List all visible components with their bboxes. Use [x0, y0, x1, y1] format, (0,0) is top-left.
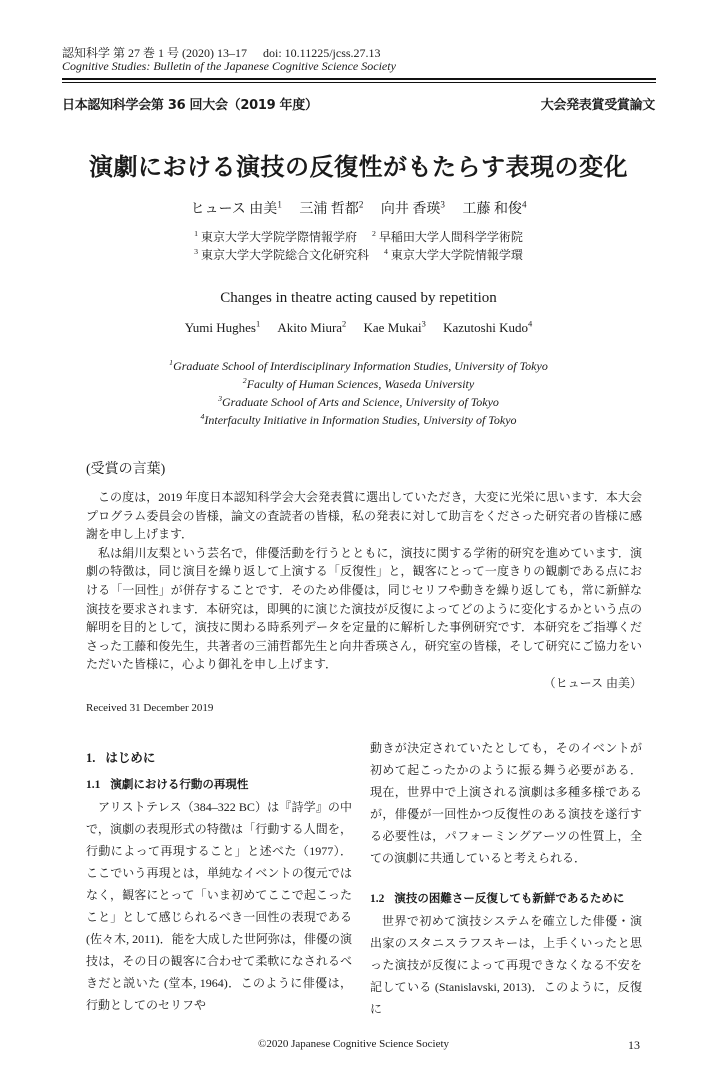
authors-en — [0, 320, 717, 336]
affiliation-name: Faculty of Human Sciences, Waseda University — [246, 377, 475, 391]
author-ja — [299, 199, 364, 217]
author-mark: 2 — [342, 318, 347, 329]
author-mark: 3 — [440, 199, 445, 210]
affiliation-name: 東京大学大学院総合文化研究科 — [200, 248, 369, 262]
author-en — [277, 320, 346, 335]
doi-link[interactable]: doi: 10.11225/jcss.27.13 — [263, 46, 381, 60]
affiliation-en — [0, 395, 717, 410]
author-mark: 4 — [527, 318, 533, 329]
award-paragraph: この度は，2019 年度日本認知科学会大会発表賞に選出していただき，大変に光栄に思います．本大会プログラム委員会の皆様，論文の査読者の皆様，私の発表に対して助言をくださった研究者の皆様に感謝を申し上げます． — [86, 490, 642, 542]
copyright-footer: ©2020 Japanese Cognitive Science Society — [258, 1037, 450, 1050]
affiliation-ja — [194, 230, 357, 244]
paper-title-ja: 演劇における演技の反復性がもたらす表現の変化 — [89, 153, 628, 181]
lower-content — [86, 458, 642, 1073]
author-ja — [380, 199, 445, 217]
affiliations-ja-row2 — [0, 246, 717, 263]
author-en — [364, 320, 426, 335]
body-column-right — [370, 737, 642, 1020]
award-statement-heading: (受賞の言葉) — [86, 462, 166, 477]
body-paragraph: 動きが決定されていたとしても，そのイベントが初めて起こったかのように振る舞う必要がある．現在，世界中で上演される演劇は多種多様であるが，俳優が一回性かつ反復性のある演技を遂行する必要性は，パフォーミングアーツの性質上，全ての演劇に共通していると考えられる． — [370, 740, 642, 865]
section-title: はじめに — [105, 749, 156, 765]
affiliation-mark: 3 — [194, 247, 198, 256]
author-mark: 3 — [421, 318, 426, 329]
author-ja — [190, 199, 282, 217]
affiliation-ja — [194, 248, 369, 262]
affiliation-mark: 1 — [194, 229, 198, 238]
header-rule-thin — [62, 82, 656, 83]
affiliation-ja — [372, 230, 523, 244]
author-name: 三浦 哲都 — [299, 202, 359, 217]
conference-label: 日本認知科学会第 36 回大会（2019 年度） — [62, 98, 318, 113]
authors-ja — [0, 198, 717, 218]
affiliation-en — [0, 377, 717, 392]
affiliation-name: 早稲田大学人間科学学術院 — [378, 230, 523, 244]
subsection-number: 1.1 — [86, 778, 101, 791]
section-number: 1. — [86, 750, 96, 765]
subsection-title: 演劇における行動の再現性 — [110, 776, 249, 791]
affiliation-en — [0, 413, 717, 428]
journal-name-en: Cognitive Studies: Bulletin of the Japanese Cognitive Science Society — [62, 59, 396, 73]
affiliation-mark: 2 — [372, 229, 376, 238]
author-name: 工藤 和俊 — [462, 202, 522, 217]
subsection-heading — [370, 887, 642, 910]
affiliation-name: 東京大学大学院学際情報学府 — [200, 230, 357, 244]
author-en — [443, 320, 532, 335]
author-en — [185, 320, 260, 335]
affiliation-ja — [384, 248, 523, 262]
paper-title-en: Changes in theatre acting caused by repetition — [220, 290, 497, 306]
affiliation-en — [0, 359, 717, 374]
affiliation-name: Graduate School of Interdisciplinary Information Studies, University of Tokyo — [173, 359, 548, 373]
section-heading — [86, 747, 352, 769]
author-mark: 4 — [521, 199, 527, 210]
body-paragraph: アリストテレス（384–322 BC）は『詩学』の中で，演劇の表現形式の特徴は「行動する人間を，行動によって再現すること」と述べた（1977）．ここでいう再現とは，単純なイベントの復元ではなく，観客にとって「いま初めてここで起こったこと」として感じられるべき一回性の表現である (佐々木, 2011)．能を大成した世阿弥は，俳優の演技は，その日の観客に合わせて柔軟になされるべきだと説いた (堂本, 1964)．このように俳優は，行動としてのセリフや — [86, 799, 352, 1012]
author-mark: 2 — [358, 199, 364, 210]
page-number: 13 — [628, 1037, 640, 1052]
author-ja — [462, 199, 527, 217]
affiliation-mark: 2 — [242, 376, 247, 385]
page-footer — [86, 1038, 642, 1073]
subsection-number: 1.2 — [370, 892, 385, 905]
journal-volume: 認知科学 第 27 巻 1 号 (2020) 13–17 — [62, 46, 247, 60]
author-name: Kae Mukai — [363, 320, 422, 335]
affiliations-ja-row1 — [0, 228, 717, 245]
affiliation-mark: 4 — [384, 247, 388, 256]
award-paragraph: 私は絹川友梨という芸名で，俳優活動を行うとともに，演技に関する学術的研究を進めています．演劇の特徴は，同じ演目を繰り返して上演する「反復性」と，観客にとって一度きりの観劇である点における「一回性」が併存することです．そのため俳優は，同じセリフや動きを繰り返しても，常に新鮮な演技を要求されます．本研究は，即興的に演じた演技が反復によってどのように変化するかという点の解明を目的として，演技に関わる時系列データを定量的に解析した事例研究です．本研究をご指導くださった工藤和俊先生，共著者の三浦哲都先生と向井香瑛さん，研究室の皆様，そして研究にご協力をいただいた皆様に，心より御礼を申し上げます． — [86, 545, 642, 672]
affiliation-name: Graduate School of Arts and Science, University of Tokyo — [221, 395, 499, 409]
body-paragraph: 世界で初めて演技システムを確立した俳優・演出家のスタニスラフスキーは，上手くいったと思った演技が反復によって再現できなくなる不安を記している (Stanislavski, 2013)．このように，反復に — [370, 913, 642, 1016]
affiliation-mark: 4 — [200, 412, 205, 421]
affiliation-mark: 1 — [169, 358, 174, 367]
award-label: 大会発表賞受賞論文 — [540, 98, 655, 113]
author-name: Kazutoshi Kudo — [443, 320, 528, 335]
body-column-left — [86, 737, 352, 1020]
author-mark: 1 — [255, 318, 261, 329]
subsection-title: 演技の困難さー反復しても新鮮であるために — [394, 890, 625, 905]
author-name: Yumi Hughes — [184, 320, 256, 335]
body-columns — [86, 737, 642, 1020]
affiliation-mark: 3 — [218, 394, 222, 403]
author-name: ヒュース 由美 — [190, 202, 278, 217]
affiliation-name: Interfaculty Initiative in Information Studies, University of Tokyo — [204, 413, 517, 427]
author-name: 向井 香瑛 — [380, 202, 441, 217]
subsection-heading — [86, 773, 352, 796]
author-mark: 1 — [277, 199, 282, 210]
author-name: Akito Miura — [277, 320, 343, 335]
affiliation-name: 東京大学大学院情報学環 — [390, 248, 523, 262]
received-date: Received 31 December 2019 — [86, 701, 214, 714]
header-rule — [62, 78, 656, 80]
award-statement-body — [86, 488, 642, 674]
award-signature: （ヒュース 由美） — [543, 675, 642, 690]
